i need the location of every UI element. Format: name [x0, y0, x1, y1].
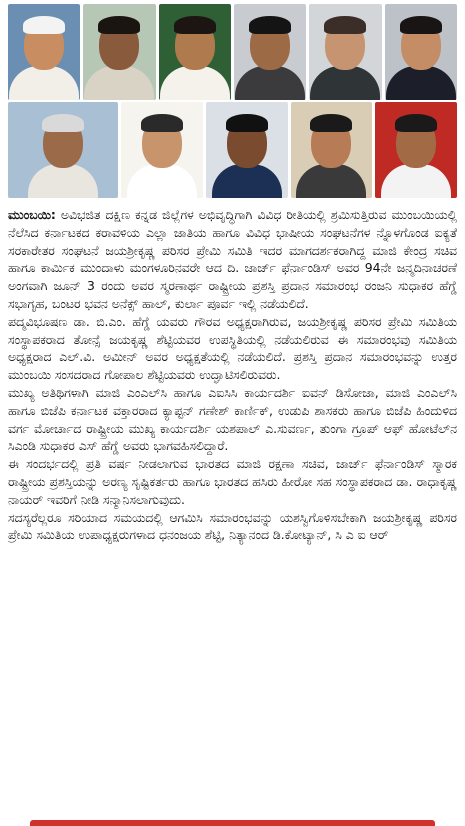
portrait-shoulders	[386, 66, 456, 100]
portrait-shoulders	[381, 164, 451, 198]
portrait-shoulders	[310, 66, 380, 100]
bottom-portrait-1	[8, 102, 118, 198]
portrait-hair	[400, 16, 442, 34]
top-portrait-5	[309, 4, 381, 100]
portrait-hair	[23, 16, 65, 34]
top-portrait-2	[83, 4, 155, 100]
portrait-hair	[310, 114, 352, 132]
article-paragraph-2: ಪದ್ಮವಿಭೂಷಣ ಡಾ. ಬಿ.ಎಂ. ಹೆಗ್ಡೆ ಯವರು ಗೌರವ ಅಧ್ಯಕ್ಷರಾಗಿರುವ, ಜಯಶ್ರೀಕೃಷ್ಣ ಪರಿಸರ ಪ್ರೇಮಿ ಸಮಿತಿಯ ಸಂಸ್ಥಾಪಕರಾದ ತೋನ್ಸೆ ಜಯಕೃಷ್ಣ ಶೆಟ್ಟಿಯವರ ಉಪಸ್ಥಿತಿಯಲ್ಲಿ ನಡೆಯಲಿರುವ ಈ ಸಮಾರಂಭವು ಸಮಿತಿಯ ಅಧ್ಯಕ್ಷರಾದ ಎಲ್.ವಿ. ಅಮೀನ್ ಅವರ ಅಧ್ಯಕ್ಷತೆಯಲ್ಲಿ ನಡೆಯಲಿದೆ. ಪ್ರಶಸ್ತಿ ಪ್ರದಾನ ಸಮಾರಂಭವನ್ನು ಉತ್ತರ ಮುಂಬಯಿ ಸಂಸದರಾದ ಗೋಪಾಲ ಶೆಟ್ಟಿಯವರು ಉದ್ಘಾಟಿಸಲಿರುವರು.	[8, 313, 457, 383]
portrait-shoulders	[84, 66, 154, 100]
article-body	[8, 206, 457, 544]
red-bottom-bar	[30, 820, 435, 826]
bottom-portrait-4	[291, 102, 373, 198]
portrait-shoulders	[235, 66, 305, 100]
portrait-hair	[141, 114, 183, 132]
bottom-portrait-3	[206, 102, 288, 198]
portrait-hair	[174, 16, 216, 34]
portrait-shoulders	[127, 164, 197, 198]
top-portrait-3	[159, 4, 231, 100]
portrait-shoulders	[160, 66, 230, 100]
top-portrait-1	[8, 4, 80, 100]
paragraph-1-text: ಅವಿಭಜಿತ ದಕ್ಷಿಣ ಕನ್ನಡ ಜಿಲ್ಲೆಗಳ ಅಭಿವೃದ್ಧಿಗಾಗಿ ವಿವಿಧ ರೀತಿಯಲ್ಲಿ ಶ್ರಮಿಸುತ್ತಿರುವ ಮುಂಬಯಿಯಲ್ಲಿ ನೆಲೆಸಿದ ಕರ್ನಾಟಕದ ಕರಾವಳಿಯ ಎಲ್ಲಾ ಜಾತಿಯ ಹಾಗೂ ವಿವಿಧ ಭಾಷೀಯ ಸಂಘಟನೆಗಳ ನ್ನೊಳಗೊಂಡ ಐಕ್ಯತೆ ಸರಕಾರೇತರ ಸಂಘಟನೆ ಜಯಶ್ರೀಕೃಷ್ಣ ಪರಿಸರ ಪ್ರೇಮಿ ಸಮಿತಿ ಇದರ ಮಾಗದರ್ಶಕರಾಗಿದ್ದ ಮಾಜಿ ಕೇಂದ್ರ ಸಚಿವ ಹಾಗೂ ಕಾರ್ಮಿಕ ಮುಂದಾಳು ಮಂಗಳೂರಿನವರೇ ಆದ ದಿ. ಜಾರ್ಜ್ ಫೆರ್ನಾಂಡಿಸ್ ಅವರ 94ನೇ ಜನ್ಮದಿನಾಚರಣೆ ಅಂಗವಾಗಿ ಜೂನ್ 3 ರಂದು ಅವರ ಸ್ಮರಣಾರ್ಥ ರಾಷ್ಟ್ರೀಯ ಪ್ರಶಸ್ತಿ ಪ್ರದಾನ ಸಮಾರಂಭ ರಂಜನಿ ಸುಧಾಕರ ಹೆಗ್ಡೆ ಸಭಾಗೃಹ, ಬಂಟರ ಭವನ ಅನೆಕ್ಸ್ ಹಾಲ್, ಕುರ್ಲಾ ಪೂರ್ವ ಇಲ್ಲಿ ನಡೆಯಲಿದೆ.	[8, 207, 457, 311]
portrait-shoulders	[28, 164, 98, 198]
portrait-row-bottom	[8, 102, 457, 198]
dateline: ಮುಂಬಯಿ:	[8, 207, 56, 222]
bottom-portrait-5	[375, 102, 457, 198]
portrait-hair	[98, 16, 140, 34]
portrait-hair	[42, 114, 84, 132]
portrait-hair	[324, 16, 366, 34]
article-paragraph-3: ಮುಖ್ಯ ಅತಿಥಿಗಳಾಗಿ ಮಾಜಿ ಎಂಎಲ್‌ಸಿ ಹಾಗೂ ಎಐಸಿಸಿ ಕಾರ್ಯದರ್ಶಿ ಐವನ್ ಡಿಸೋಜಾ, ಮಾಜಿ ಎಂಎಲ್‌ಸಿ ಹಾಗೂ ಬಿಜೆಪಿ ಕರ್ನಾಟಕ ವಕ್ತಾರರಾದ ಕ್ಯಾಪ್ಟನ್ ಗಣೇಶ್ ಕಾರ್ಣಿಕ್, ಉಡುಪಿ ಶಾಸಕರು ಹಾಗೂ ಬಿಜೆಪಿ ಹಿಂದುಳಿದ ವರ್ಗ ಮೋರ್ಚಾದ ರಾಷ್ಟ್ರೀಯ ಮುಖ್ಯ ಕಾರ್ಯದರ್ಶಿ ಯಶಪಾಲ್ ಎ.ಸುವರ್ಣ, ತುಂಗಾ ಗ್ರೂಪ್ ಆಫ್ ಹೋಟೆಲ್‌ನ ಸಿಎಂಡಿ ಸುಧಾಕರ ಎಸ್ ಹೆಗ್ಡೆ ಅವರು ಭಾಗವಹಿಸಲಿದ್ದಾರೆ.	[8, 384, 457, 454]
top-portrait-4	[234, 4, 306, 100]
portrait-shoulders	[212, 164, 282, 198]
portrait-hair	[395, 114, 437, 132]
top-portrait-6	[385, 4, 457, 100]
article-paragraph-5: ಸದಸ್ಯರೆಲ್ಲರೂ ಸರಿಯಾದ ಸಮಯದಲ್ಲಿ ಆಗಮಿಸಿ ಸಮಾರಂಭವನ್ನು ಯಶಸ್ವಿಗೊಳಿಸಬೇಕಾಗಿ ಜಯಶ್ರೀಕೃಷ್ಣ ಪರಿಸರ ಪ್ರೇಮಿ ಸಮಿತಿಯ ಉಪಾಧ್ಯಕ್ಷರುಗಳಾದ ಧನಂಜಯ ಶೆಟ್ಟಿ, ನಿತ್ಯಾನಂದ ಡಿ.ಕೋಟ್ಯಾನ್, ಸಿ ಎ ಐ ಆರ್	[8, 509, 457, 543]
portrait-row-top	[8, 4, 457, 100]
portrait-shoulders	[296, 164, 366, 198]
portrait-shoulders	[9, 66, 79, 100]
article-paragraph-4: ಈ ಸಂದರ್ಭದಲ್ಲಿ ಪ್ರತಿ ವರ್ಷ ನೀಡಲಾಗುವ ಭಾರತದ ಮಾಜಿ ರಕ್ಷಣಾ ಸಚಿವ, ಜಾರ್ಜ್ ಫೆರ್ನಾಂಡಿಸ್ ಸ್ಮಾರಕ ರಾಷ್ಟ್ರೀಯ ಪ್ರಶಸ್ತಿಯನ್ನು ಅರಣ್ಯ ಸೃಷ್ಟಿಕರ್ತರು ಹಾಗೂ ಭಾರತದ ಹಸಿರು ಹೀರೋ ಸಹ ಸಂಸ್ಥಾಪಕರಾದ ಡಾ. ರಾಧಾಕೃಷ್ಣ ನಾಯರ್ ಇವರಿಗೆ ನೀಡಿ ಸನ್ಮಾನಿಸಲಾಗುವುದು.	[8, 456, 457, 507]
portrait-hair	[249, 16, 291, 34]
portrait-hair	[226, 114, 268, 132]
article-paragraph-1	[8, 206, 457, 313]
bottom-portrait-2	[121, 102, 203, 198]
